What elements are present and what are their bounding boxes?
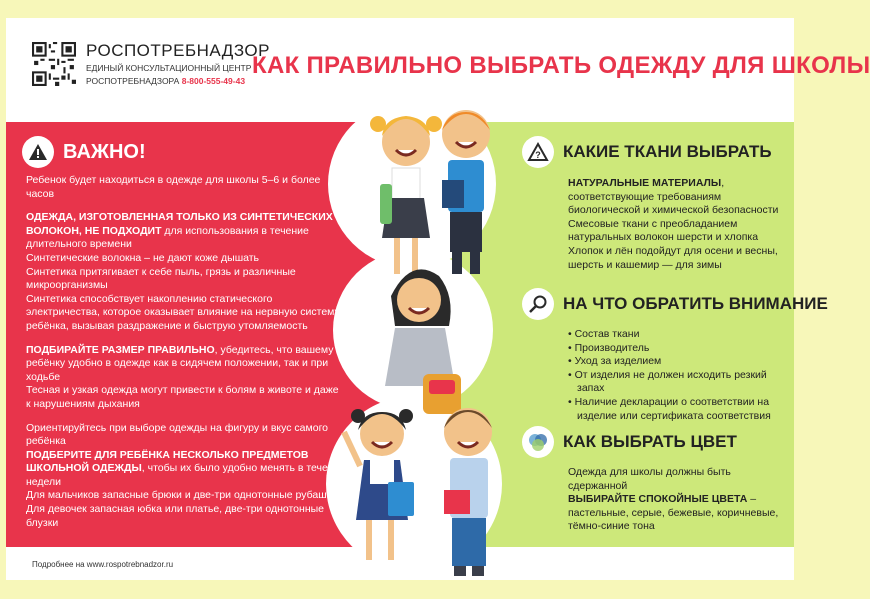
important-p9-rest: , чтобы их было удобно менять в течение недели <box>26 462 346 488</box>
fabrics-p3: Хлопок и лён подойдут для осени и весны, шерсть и кашемир — для зимы <box>568 244 778 271</box>
fabrics-p1-bold: НАТУРАЛЬНЫЕ МАТЕРИАЛЫ <box>568 177 722 189</box>
important-p11: Для девочек запасная юбка или платье, две-три однотонные блузки <box>26 503 324 529</box>
attention-item: • Наличие декларации о соответствии на изделие или сертификата соответствия <box>568 395 771 422</box>
children-illustration-bottom <box>336 390 516 580</box>
important-p2-rest: для использования в течение длительного времени <box>26 224 309 251</box>
hotline-phone: 8-800-555-49-43 <box>181 76 246 86</box>
organization-name: РОСПОТРЕБНАДЗОР <box>86 41 270 60</box>
important-p3: Синтетические волокна – не дают коже дышать <box>26 251 260 264</box>
page-title: КАК ПРАВИЛЬНО ВЫБРАТЬ ОДЕЖДУ ДЛЯ ШКОЛЫ <box>252 52 870 79</box>
attention-heading-text: НА ЧТО ОБРАТИТЬ ВНИМАНИЕ <box>563 294 828 313</box>
organization-block <box>86 42 270 86</box>
important-p9-bold: ПОДБЕРИТЕ ДЛЯ РЕБЁНКА НЕСКОЛЬКО ПРЕДМЕТОВ ШКОЛЬНОЙ ОДЕЖДЫ <box>26 448 309 475</box>
organization-short-name: РОСПОТРЕБНАДЗОРА <box>86 76 180 86</box>
footer-link-text: Подробнее на www.rospotrebnadzor.ru <box>32 560 174 569</box>
color-circles-icon <box>522 426 554 458</box>
svg-text:?: ? <box>535 150 541 160</box>
fabrics-p1-rest: , соответствующие требованиям биологической и химической безопасности <box>568 177 779 217</box>
color-p2 <box>568 493 786 534</box>
organization-sub-line1: ЕДИНЫЙ КОНСУЛЬТАЦИОННЫЙ ЦЕНТР <box>86 63 252 73</box>
attention-item: • Производитель <box>568 341 650 354</box>
color-heading-text: КАК ВЫБРАТЬ ЦВЕТ <box>563 432 737 451</box>
warning-icon <box>22 136 54 168</box>
fabrics-heading-text: КАКИЕ ТКАНИ ВЫБРАТЬ <box>563 142 772 161</box>
important-p5: Синтетика способствует накоплению статического электричества, которое оказывает влияние на нервную систему ребёнка, вызывая раздражение и быструю утомляемость <box>26 292 340 332</box>
magnifier-icon <box>522 288 554 320</box>
fabrics-p1 <box>568 177 786 218</box>
important-p2 <box>26 211 346 252</box>
important-text <box>26 174 346 530</box>
important-heading <box>22 136 146 168</box>
poster <box>6 18 870 580</box>
important-p10: Для мальчиков запасные брюки и две-три однотонные рубашки <box>26 489 338 502</box>
attention-item: • От изделия не должен исходить резкий запах <box>568 368 767 395</box>
attention-item: • Состав ткани <box>568 328 640 340</box>
important-p6 <box>26 344 346 385</box>
color-p2-rest: – пастельные, серые, бежевые, коричневые, тёмно-синие тона <box>568 493 779 533</box>
important-p8: Ориентируйтесь при выборе одежды на фигуру и вкус самого ребёнка <box>26 421 329 448</box>
important-p1: Ребенок будет находиться в одежде для школы 5–6 и более часов <box>26 174 321 200</box>
important-p9 <box>26 449 346 490</box>
important-p2-bold: ОДЕЖДА, ИЗГОТОВЛЕННАЯ ТОЛЬКО ИЗ СИНТЕТИЧЕСКИХ ВОЛОКОН, НЕ ПОДХОДИТ <box>26 211 333 237</box>
important-p6-bold: ПОДБИРАЙТЕ РАЗМЕР ПРАВИЛЬНО <box>26 343 215 356</box>
attention-item: • Уход за изделием <box>568 355 662 368</box>
important-p6-rest: , убедитесь, что вашему ребёнку удобно в одежде как в сидячем положении, так и при ходьбе <box>26 343 334 383</box>
color-heading <box>522 426 737 458</box>
important-p4: Синтетика притягивает к себе пыль, грязь и различные микроорганизмы <box>26 265 296 292</box>
organization-sub-line2 <box>86 76 270 86</box>
fabrics-heading <box>522 136 772 168</box>
important-heading-text: ВАЖНО! <box>63 140 146 163</box>
important-p7: Тесная и узкая одежда могут привести к болям в животе и даже к нарушениям дыхания <box>26 384 339 410</box>
fabrics-p2: Смесовые ткани с преобладанием натуральных волокон шерсти и хлопка <box>568 217 759 244</box>
color-p2-bold: ВЫБИРАЙТЕ СПОКОЙНЫЕ ЦВЕТА <box>568 493 748 506</box>
color-text <box>568 466 786 534</box>
fabric-warning-icon <box>522 136 554 168</box>
fabrics-text <box>568 177 786 272</box>
color-p1: Одежда для школы должны быть сдержанной <box>568 466 731 492</box>
attention-heading <box>522 288 828 320</box>
qr-code <box>32 42 76 86</box>
attention-list <box>568 328 786 423</box>
